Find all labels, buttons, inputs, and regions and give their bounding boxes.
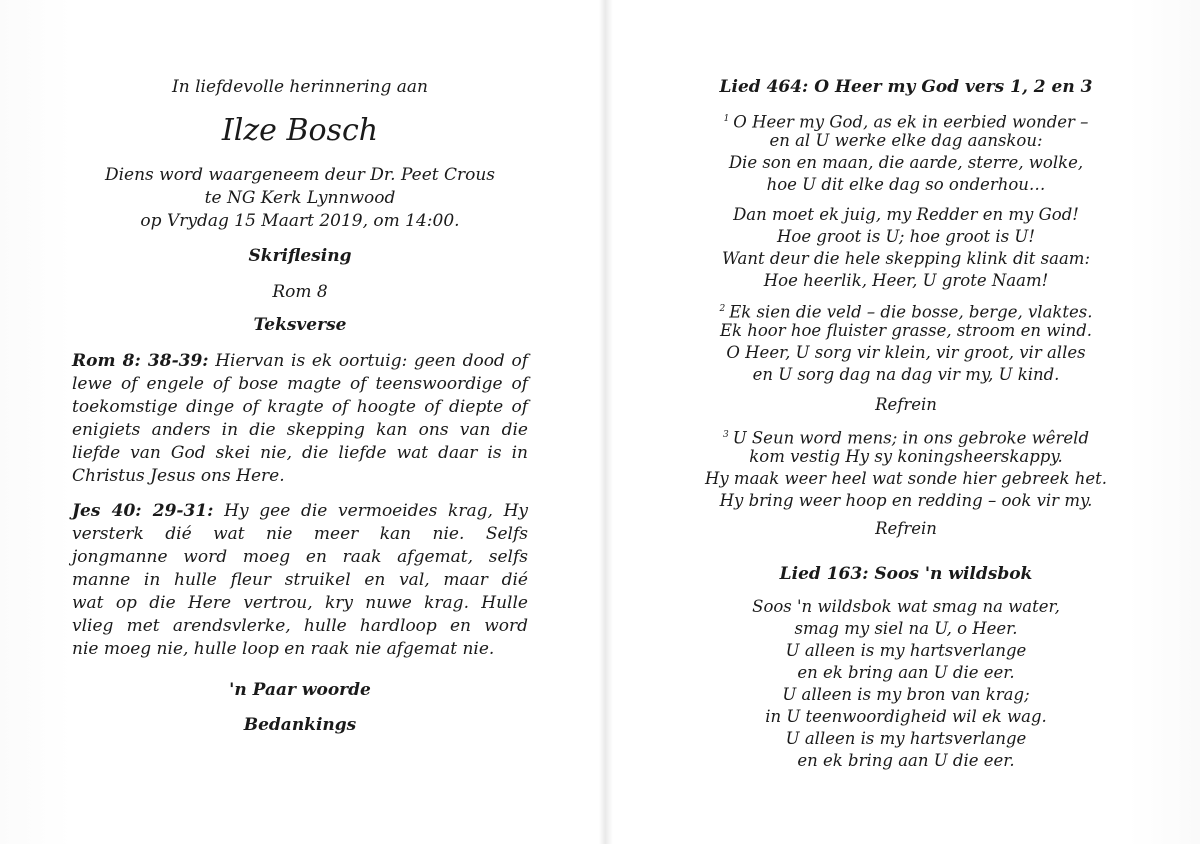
hymn1-line: Hy maak weer heel wat sonde hier gebreek het. [704, 469, 1108, 488]
verse2-line: manne in hulle fleur struikel en val, maar dié [72, 570, 528, 590]
hymn1-line-text: O Heer my God, as ek in eerbied wonder – [733, 112, 1089, 132]
refrain-label: Refrein [875, 395, 937, 414]
hymn1-title: Lied 464: O Heer my God vers 1, 2 en 3 [719, 77, 1093, 97]
deceased-name: Ilze Bosch [221, 113, 379, 148]
verse-number: 1 [723, 114, 730, 124]
verse2-line: vlieg met arendsvlerke, hulle hardloop en word [72, 616, 528, 636]
hymn1-line: en al U werke elke dag aanskou: [769, 131, 1043, 150]
verse2-line: nie moeg nie, hulle loop en raak nie afgemat nie. [72, 639, 495, 659]
chorus-line: Want deur die hele skepping klink dit saam: [721, 249, 1091, 268]
chorus-line: Dan moet ek juig, my Redder en my God! [733, 205, 1079, 224]
verse1-line: Christus Jesus ons Here. [72, 466, 285, 486]
refrain-label: Refrein [875, 519, 937, 538]
reading-text: Rom 8 [272, 282, 328, 302]
hymn1-line: Hy bring weer hoop en redding – ook vir my. [719, 491, 1093, 510]
verse1-line: enigiets anders in die skepping kan ons van die [72, 420, 528, 440]
hymn1-line: Die son en maan, die aarde, sterre, wolke, [728, 153, 1084, 172]
hymn1-line: en U sorg dag na dag vir my, U kind. [752, 365, 1060, 384]
service-line-3: op Vrydag 15 Maart 2019, om 14:00. [140, 211, 460, 231]
service-line-2: te NG Kerk Lynnwood [204, 188, 396, 208]
hymn1-line: kom vestig Hy sy koningsheerskappy. [749, 447, 1063, 466]
hymn2-line: Soos 'n wildsbok wat smag na water, [752, 597, 1060, 616]
verse1-line: liefde van God skei nie, die liefde wat daar is in [72, 443, 528, 463]
verse1-line [72, 350, 528, 373]
hymn2-line: U alleen is my hartsverlange [785, 729, 1027, 748]
chorus-line: Hoe groot is U; hoe groot is U! [777, 227, 1035, 246]
hymn2-line: U alleen is my hartsverlange [785, 641, 1027, 660]
hymn2-line: en ek bring aan U die eer. [797, 663, 1015, 682]
right-page [612, 0, 1200, 844]
service-line-1: Diens word waargeneem deur Dr. Peet Crous [104, 165, 496, 185]
hymn2-title: Lied 163: Soos 'n wildsbok [779, 564, 1033, 584]
verse2-line-text: Hy gee die vermoeides krag, Hy [224, 501, 529, 521]
hymn2-line: en ek bring aan U die eer. [797, 751, 1015, 770]
verse2-line [72, 500, 528, 523]
chorus-line: Hoe heerlik, Heer, U grote Naam! [763, 271, 1049, 290]
verse-number: 2 [719, 304, 726, 314]
verse2-line: jongmanne word moeg en raak afgemat, selfs [72, 547, 528, 567]
verse1-line: lewe of engele of bose magte of teenswoordige of [72, 374, 528, 394]
hymn1-line: O Heer, U sorg vir klein, vir groot, vir alles [726, 343, 1086, 362]
verse2-line: versterk dié wat nie meer kan nie. Selfs [72, 524, 528, 544]
verse1-line-text: Hiervan is ek oortuig: geen dood of [215, 351, 528, 371]
hymn2-line: in U teenwoordigheid wil ek wag. [765, 707, 1047, 726]
hymn1-line: Ek hoor hoe fluister grasse, stroom en wind. [719, 321, 1093, 340]
verse2-ref: Jes 40: 29-31: [72, 501, 214, 521]
texts-heading: Teksverse [253, 315, 347, 335]
verse-number: 3 [722, 430, 729, 440]
hymn2-line: smag my siel na U, o Heer. [794, 619, 1018, 638]
page-fold [599, 0, 613, 844]
thanks-heading: Bedankings [243, 715, 357, 735]
hymn1-line: hoe U dit elke dag so onderhou… [766, 175, 1046, 194]
verse1-line: toekomstige dinge of kragte of hoogte of diepte of [72, 397, 528, 417]
hymn1-line-text: U Seun word mens; in ons gebroke wêreld [732, 428, 1090, 448]
intro-line: In liefdevolle herinnering aan [172, 77, 428, 97]
hymn2-line: U alleen is my bron van krag; [782, 685, 1030, 704]
hymn1-line-text: Ek sien die veld – die bosse, berge, vlaktes. [729, 302, 1093, 322]
reading-heading: Skriflesing [248, 246, 352, 266]
words-heading: 'n Paar woorde [229, 680, 371, 700]
verse1-ref: Rom 8: 38-39: [72, 351, 209, 371]
verse2-line: wat op die Here vertrou, kry nuwe krag. Hulle [72, 593, 528, 613]
